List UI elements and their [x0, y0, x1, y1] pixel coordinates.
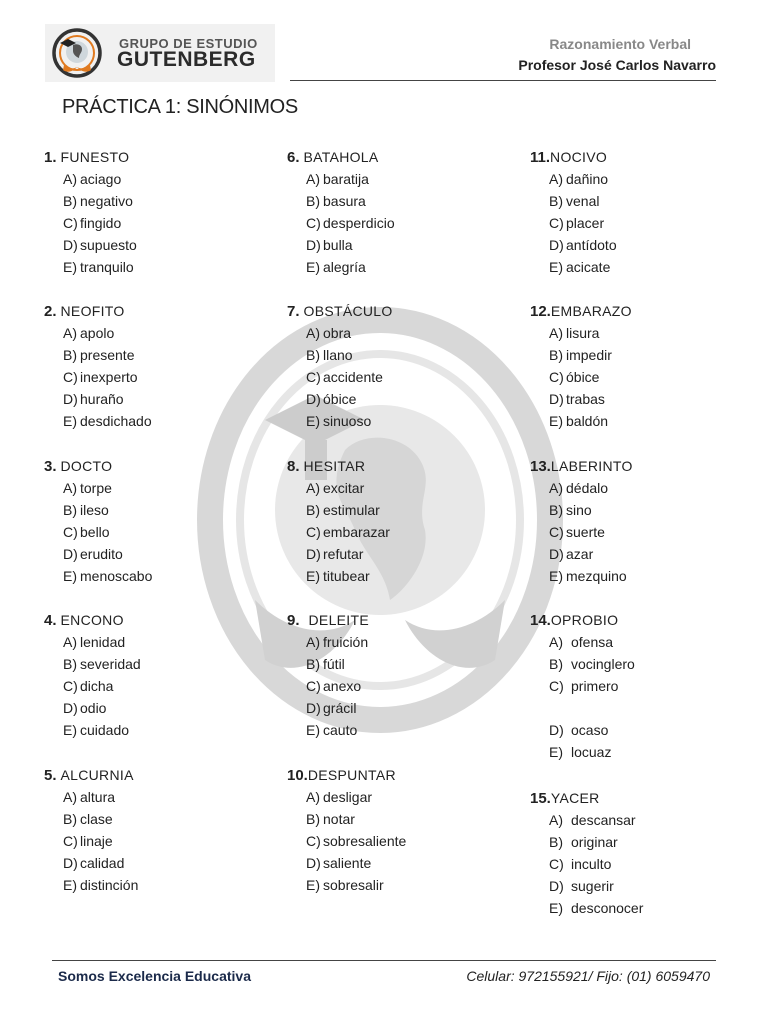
gutenberg-logo [45, 24, 275, 82]
option-a: A) lenidad [63, 634, 126, 650]
question-number: 3. [44, 458, 57, 475]
page-title: PRÁCTICA 1: SINÓNIMOS [62, 96, 298, 118]
question-word: OPROBIO [550, 612, 619, 628]
option-c: C) suerte [549, 524, 605, 540]
globe-emblem-icon [51, 27, 103, 79]
option-d: D) azar [549, 546, 594, 562]
question-word: YACER [550, 790, 600, 806]
option-e: E) desdichado [63, 413, 152, 429]
option-c: C) anexo [306, 678, 362, 694]
question-number: 11. [530, 149, 551, 166]
option-b: B) llano [306, 347, 353, 363]
question-number: 6. [287, 149, 300, 166]
question-12 [530, 300, 632, 432]
question-number: 1. [44, 149, 57, 166]
option-c: C) inculto [549, 856, 612, 872]
option-e: E) distinción [63, 877, 139, 893]
footer-divider [52, 960, 716, 961]
option-e: E) menoscabo [63, 568, 153, 584]
option-e: E) titubear [306, 568, 370, 584]
option-d: D) saliente [306, 855, 372, 871]
question-3 [44, 455, 152, 587]
option-a: A) altura [63, 789, 116, 805]
option-c: C) desperdicio [306, 215, 395, 231]
option-d: D) antídoto [549, 237, 617, 253]
option-b: B) estimular [306, 502, 380, 518]
option-b: B) basura [306, 193, 366, 209]
option-c: C) fingido [63, 215, 122, 231]
option-c: C) inexperto [63, 369, 138, 385]
question-word: ALCURNIA [60, 767, 134, 783]
question-2 [44, 300, 152, 432]
option-a: A) lisura [549, 325, 600, 341]
option-d: D) óbice [306, 391, 357, 407]
option-b: B) presente [63, 347, 135, 363]
question-word: OBSTÁCULO [303, 303, 393, 319]
question-word: DOCTO [60, 458, 113, 474]
option-d: D) odio [63, 700, 107, 716]
logo-subtitle: GRUPO DE ESTUDIO [119, 36, 258, 51]
question-number: 4. [44, 612, 57, 629]
option-e: E) alegría [306, 259, 366, 275]
option-a: A) aciago [63, 171, 122, 187]
option-e: E) sobresalir [306, 877, 384, 893]
course-name: Razonamiento Verbal [549, 36, 691, 52]
option-d: D) erudito [63, 546, 123, 562]
option-b: B) sino [549, 502, 592, 518]
question-8 [287, 455, 390, 587]
option-a: A) obra [306, 325, 352, 341]
option-c: C) dicha [63, 678, 114, 694]
option-d: D) supuesto [63, 237, 137, 253]
question-number: 12. [530, 303, 551, 320]
option-e: E) mezquino [549, 568, 627, 584]
option-c: C) bello [63, 524, 110, 540]
option-d: D) huraño [63, 391, 124, 407]
question-word: NEOFITO [60, 303, 125, 319]
question-number: 8. [287, 458, 300, 475]
option-b: B) severidad [63, 656, 141, 672]
option-e: E) cauto [306, 722, 358, 738]
option-a: A) excitar [306, 480, 365, 496]
option-e: E) locuaz [549, 744, 612, 760]
question-number: 7. [287, 303, 300, 320]
question-word: EMBARAZO [550, 303, 632, 319]
option-e: E) desconocer [549, 900, 644, 916]
option-c: C) linaje [63, 833, 113, 849]
option-c: C) sobresaliente [306, 833, 407, 849]
option-e: E) sinuoso [306, 413, 372, 429]
option-e: E) acicate [549, 259, 611, 275]
option-b: B) ileso [63, 502, 109, 518]
option-a: A) apolo [63, 325, 115, 341]
question-word: HESITAR [303, 458, 366, 474]
option-c: C) primero [549, 678, 619, 694]
footer-slogan: Somos Excelencia Educativa [58, 968, 251, 984]
question-11 [530, 146, 617, 278]
question-9 [287, 609, 369, 741]
option-b: B) negativo [63, 193, 133, 209]
option-b: B) clase [63, 811, 113, 827]
option-a: A) dédalo [549, 480, 609, 496]
question-number: 14. [530, 612, 551, 629]
question-number: 13. [530, 458, 551, 475]
option-a: A) descansar [549, 812, 636, 828]
question-number: 10. [287, 767, 308, 784]
option-d: D) bulla [306, 237, 353, 253]
question-5 [44, 764, 138, 896]
logo-name: GUTENBERG [117, 48, 256, 71]
option-e: E) cuidado [63, 722, 130, 738]
option-d: D) trabas [549, 391, 605, 407]
question-number: 2. [44, 303, 57, 320]
header-divider [290, 80, 716, 81]
option-d: D) ocaso [549, 722, 609, 738]
question-word: DELEITE [308, 612, 369, 628]
question-10 [287, 764, 406, 896]
question-word: BATAHOLA [303, 149, 379, 165]
question-14 [530, 609, 635, 763]
option-a: A) baratija [306, 171, 369, 187]
option-c: C) accidente [306, 369, 383, 385]
option-c: C) embarazar [306, 524, 390, 540]
question-13 [530, 455, 633, 587]
option-a: A) ofensa [549, 634, 614, 650]
option-b: B) fútil [306, 656, 345, 672]
blank-line [530, 697, 635, 719]
option-b: B) notar [306, 811, 355, 827]
option-e: E) baldón [549, 413, 609, 429]
option-a: A) torpe [63, 480, 112, 496]
question-number: 9. [287, 612, 300, 629]
option-d: D) sugerir [549, 878, 614, 894]
professor-name: Profesor José Carlos Navarro [518, 57, 716, 73]
question-word: FUNESTO [60, 149, 130, 165]
option-d: D) refutar [306, 546, 364, 562]
question-6 [287, 146, 395, 278]
question-15 [530, 787, 643, 919]
question-number: 5. [44, 767, 57, 784]
question-number: 15. [530, 790, 551, 807]
question-4 [44, 609, 141, 741]
question-word: NOCIVO [550, 149, 608, 165]
question-word: DESPUNTAR [307, 767, 396, 783]
question-word: LABERINTO [550, 458, 633, 474]
option-a: A) dañino [549, 171, 609, 187]
option-b: B) vocinglero [549, 656, 635, 672]
question-word: ENCONO [60, 612, 124, 628]
option-c: C) placer [549, 215, 605, 231]
option-d: D) grácil [306, 700, 357, 716]
option-e: E) tranquilo [63, 259, 134, 275]
option-d: D) calidad [63, 855, 125, 871]
question-1 [44, 146, 137, 278]
option-a: A) desligar [306, 789, 373, 805]
option-b: B) originar [549, 834, 618, 850]
option-b: B) venal [549, 193, 600, 209]
option-c: C) óbice [549, 369, 600, 385]
footer-contact: Celular: 972155921/ Fijo: (01) 6059470 [466, 968, 710, 984]
option-a: A) fruición [306, 634, 369, 650]
option-b: B) impedir [549, 347, 612, 363]
question-7 [287, 300, 393, 432]
